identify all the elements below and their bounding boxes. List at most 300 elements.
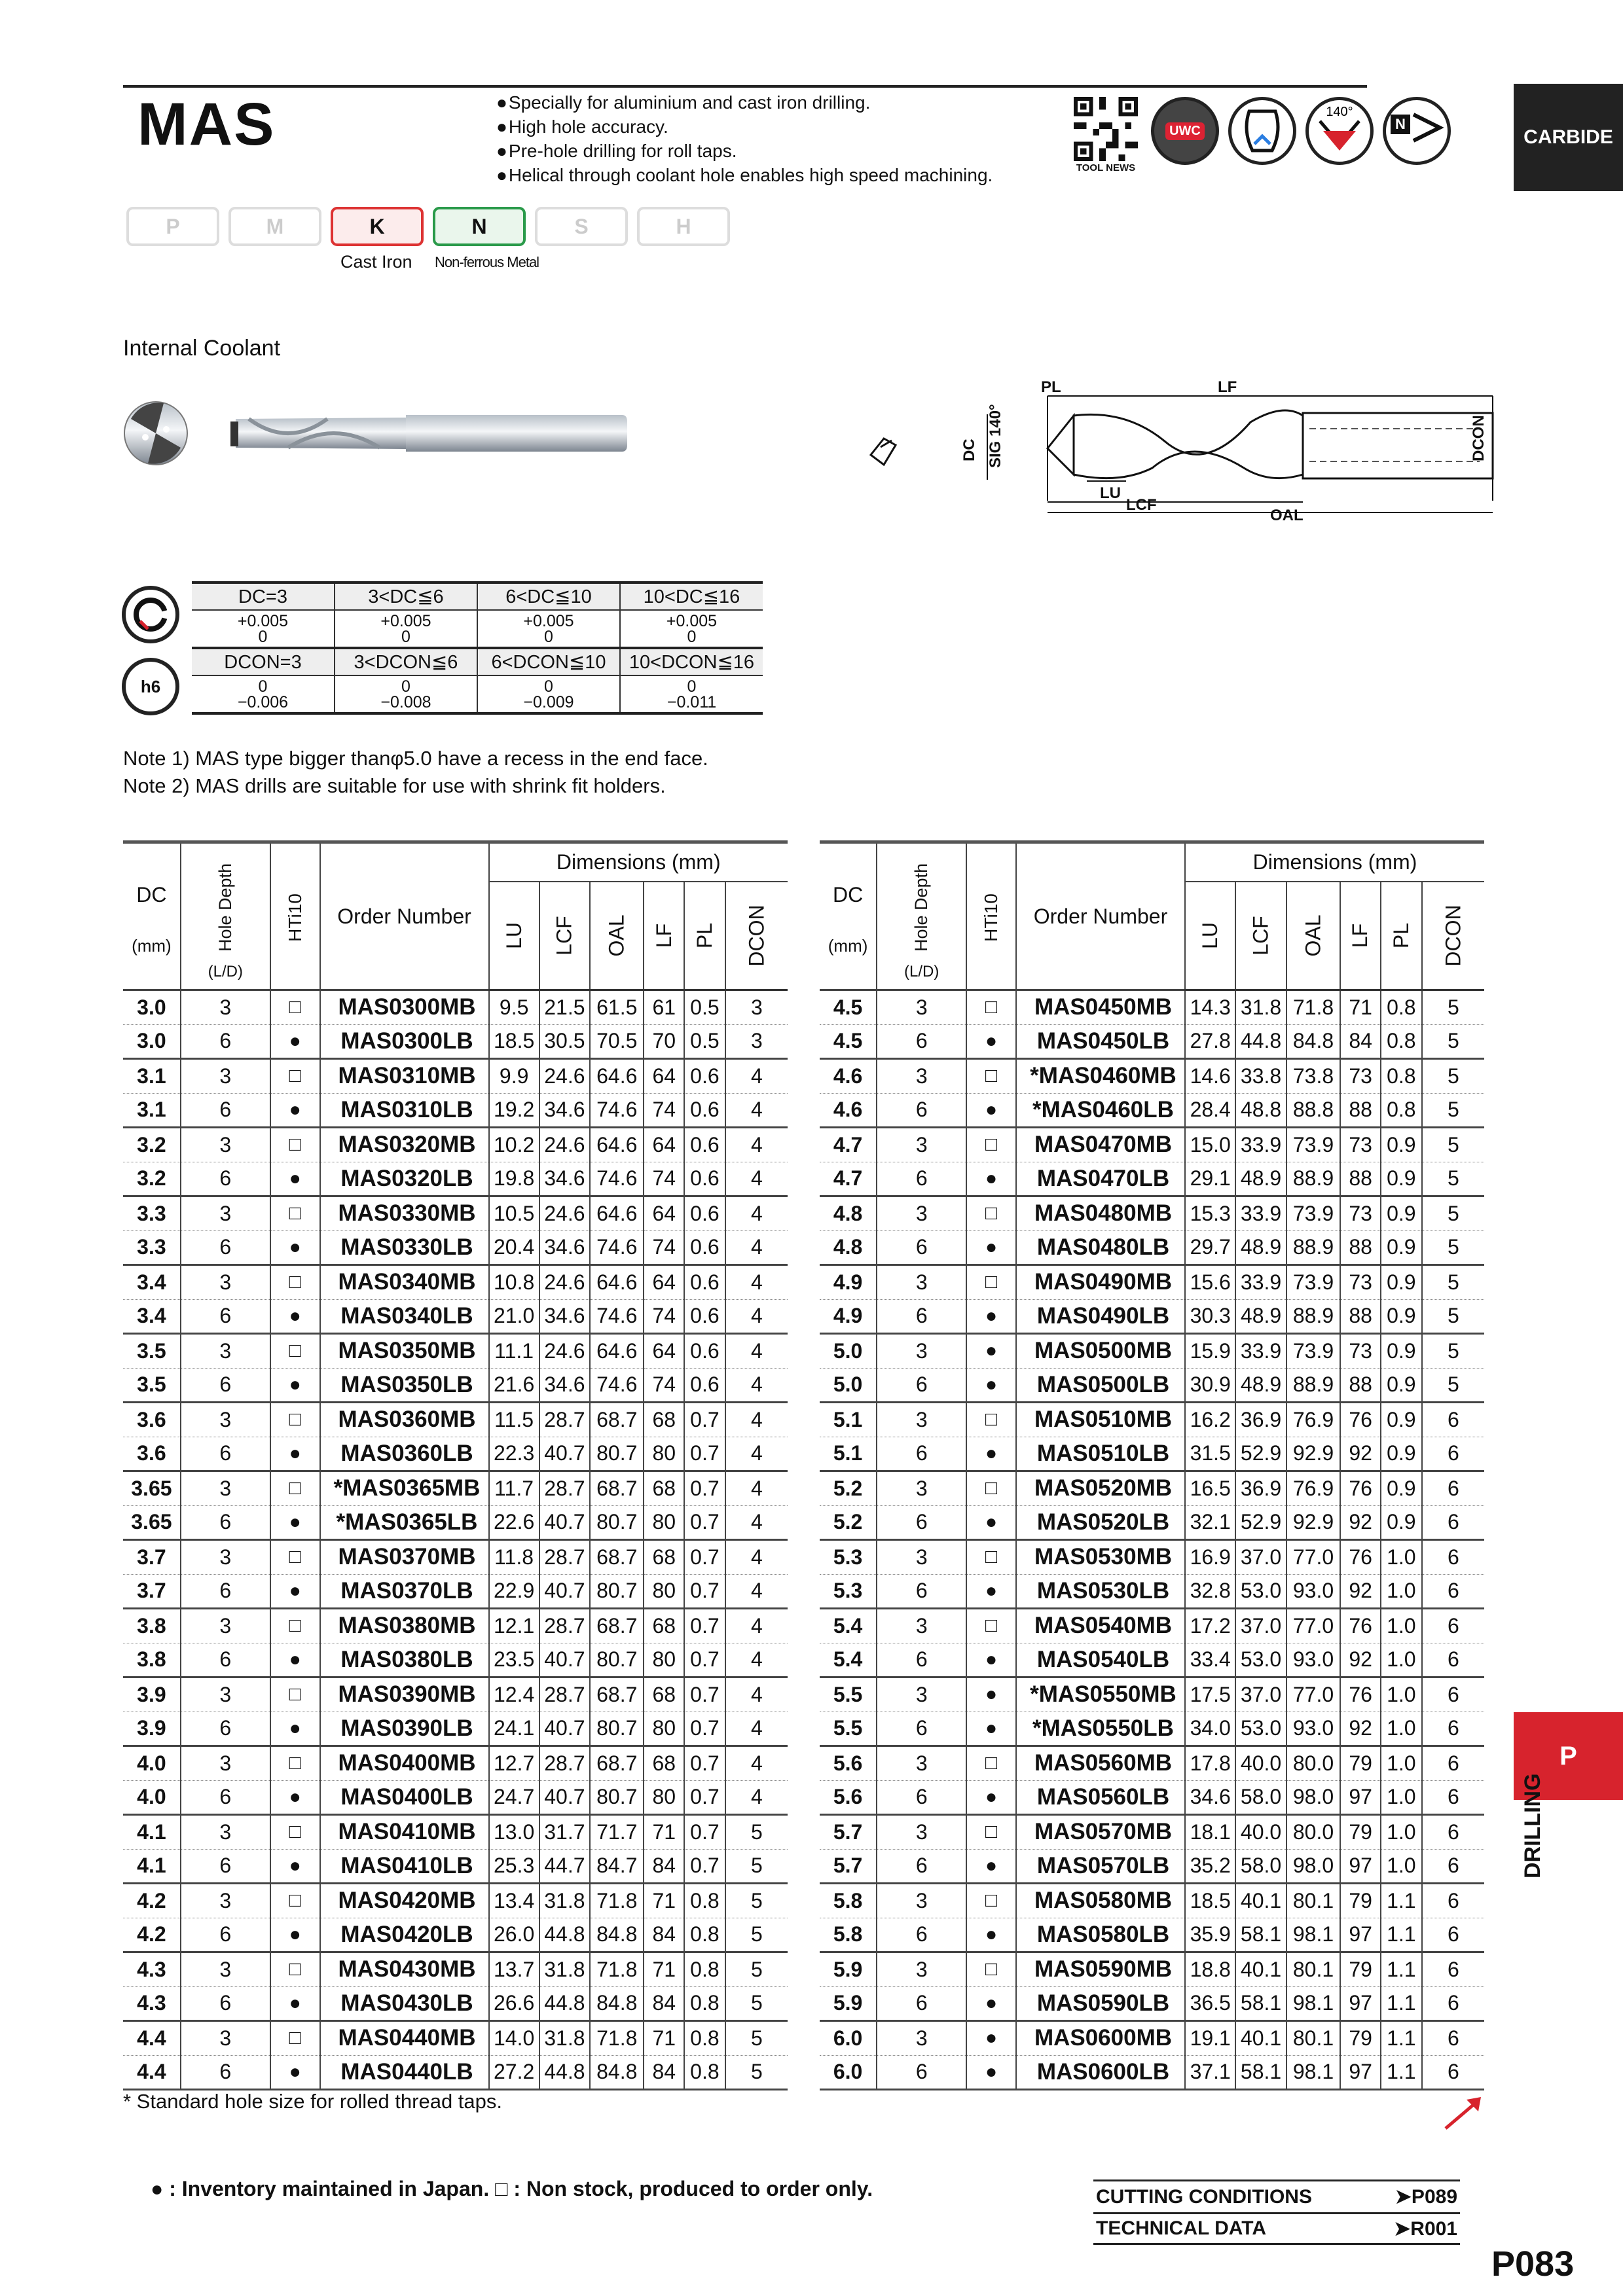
material-chip-n: N xyxy=(433,207,526,246)
cell-order-number[interactable]: MAS0560MB xyxy=(1016,1746,1185,1781)
cell-dim-lf: 71 xyxy=(1340,990,1381,1025)
cell-dim-lf: 71 xyxy=(644,1884,684,1918)
table-row[interactable] xyxy=(123,1986,788,2021)
col-dim-pl xyxy=(1381,882,1422,990)
cell-order-number[interactable]: MAS0520LB xyxy=(1016,1505,1185,1540)
cell-dim-dcon: 4 xyxy=(725,1403,788,1437)
tol-value xyxy=(477,610,620,648)
table-row[interactable] xyxy=(820,1780,1484,1815)
cell-dim-lcf: 48.9 xyxy=(1235,1368,1286,1403)
cell-order-number[interactable]: *MAS0550LB xyxy=(1016,1712,1185,1746)
cell-stock-mark: □ xyxy=(966,1128,1016,1162)
col-hole-unit: (L/D) xyxy=(208,963,243,980)
cell-hole-depth: 6 xyxy=(877,1986,966,2021)
cell-dc: 5.5 xyxy=(820,1712,877,1746)
cell-dc: 4.5 xyxy=(820,1024,877,1059)
table-row[interactable] xyxy=(820,1712,1484,1746)
table-row[interactable] xyxy=(123,1471,788,1506)
cell-dim-lf: 74 xyxy=(644,1093,684,1128)
table-row[interactable] xyxy=(123,1712,788,1746)
table-row[interactable] xyxy=(820,1196,1484,1231)
cell-order-number[interactable]: MAS0480LB xyxy=(1016,1230,1185,1265)
cell-dim-oal: 74.6 xyxy=(590,1299,644,1334)
cell-order-number[interactable]: *MAS0550MB xyxy=(1016,1677,1185,1712)
cell-order-number[interactable]: MAS0370MB xyxy=(320,1540,489,1575)
table-row[interactable] xyxy=(123,1643,788,1677)
table-row[interactable] xyxy=(123,1609,788,1643)
p-tab[interactable]: P xyxy=(1514,1712,1623,1800)
carbide-tab[interactable]: CARBIDE xyxy=(1514,84,1623,191)
cell-order-number[interactable]: MAS0390LB xyxy=(320,1712,489,1746)
product-table-right xyxy=(820,840,1484,2090)
cell-order-number[interactable]: MAS0320MB xyxy=(320,1128,489,1162)
cell-stock-mark: ● xyxy=(270,1918,320,1952)
col-hti10-label: HTi10 xyxy=(981,893,1002,942)
cell-dim-oal: 98.1 xyxy=(1286,1986,1341,2021)
table-row[interactable] xyxy=(123,1093,788,1128)
cell-dim-oal: 84.7 xyxy=(590,1849,644,1884)
cell-dc: 5.6 xyxy=(820,1746,877,1781)
cell-order-number[interactable]: MAS0350LB xyxy=(320,1368,489,1403)
cell-order-number[interactable]: MAS0540MB xyxy=(1016,1609,1185,1643)
cell-dim-lcf: 44.8 xyxy=(539,2055,590,2090)
cell-dim-lcf: 28.7 xyxy=(539,1540,590,1575)
cell-hole-depth: 3 xyxy=(877,1471,966,1506)
table-row[interactable] xyxy=(820,1059,1484,1094)
col-dim-lcf xyxy=(539,882,590,990)
drilling-tab-label[interactable]: DRILLING xyxy=(1520,1773,1545,1878)
cell-stock-mark: ● xyxy=(966,1643,1016,1677)
cell-dim-pl: 0.7 xyxy=(684,1712,725,1746)
cell-order-number[interactable]: MAS0530LB xyxy=(1016,1574,1185,1609)
cell-order-number[interactable]: *MAS0365MB xyxy=(320,1471,489,1506)
cell-order-number[interactable]: MAS0600LB xyxy=(1016,2055,1185,2090)
ref-label: CUTTING CONDITIONS xyxy=(1096,2185,1312,2208)
cell-dim-pl: 0.6 xyxy=(684,1059,725,1094)
cell-dc: 5.6 xyxy=(820,1780,877,1815)
table-row[interactable] xyxy=(123,1230,788,1265)
cell-dim-oal: 80.1 xyxy=(1286,2021,1341,2056)
cell-dim-lcf: 33.9 xyxy=(1235,1334,1286,1369)
table-row[interactable] xyxy=(820,1952,1484,1987)
cell-stock-mark: ● xyxy=(966,1986,1016,2021)
table-row[interactable] xyxy=(123,1059,788,1094)
table-row[interactable] xyxy=(820,2055,1484,2090)
cell-order-number[interactable]: MAS0580LB xyxy=(1016,1918,1185,1952)
col-dim-lu xyxy=(489,882,539,990)
cell-order-number[interactable]: MAS0410LB xyxy=(320,1849,489,1884)
cell-hole-depth: 6 xyxy=(181,1299,270,1334)
cell-order-number[interactable]: MAS0400MB xyxy=(320,1746,489,1781)
table-row[interactable] xyxy=(123,2021,788,2056)
cell-dim-pl: 0.6 xyxy=(684,1368,725,1403)
cell-hole-depth: 6 xyxy=(181,1368,270,1403)
cell-dc: 5.4 xyxy=(820,1643,877,1677)
table-row[interactable] xyxy=(820,2021,1484,2056)
cell-dim-lu: 32.1 xyxy=(1185,1505,1235,1540)
cell-dim-lf: 84 xyxy=(644,2055,684,2090)
table-row[interactable] xyxy=(123,1368,788,1403)
cell-dim-lcf: 31.8 xyxy=(539,1884,590,1918)
table-row[interactable] xyxy=(820,1128,1484,1162)
cell-dc: 5.9 xyxy=(820,1986,877,2021)
cell-stock-mark: □ xyxy=(966,1884,1016,1918)
col-dc-unit: (mm) xyxy=(132,936,172,956)
col-dc-label: DC xyxy=(136,883,167,906)
material-chip-k: K xyxy=(331,207,424,246)
cell-dc: 6.0 xyxy=(820,2021,877,2056)
cell-order-number[interactable]: MAS0470LB xyxy=(1016,1162,1185,1196)
cell-dim-lu: 19.8 xyxy=(489,1162,539,1196)
cell-dim-lf: 97 xyxy=(1340,1780,1381,1815)
table-row[interactable] xyxy=(820,990,1484,1025)
cell-order-number[interactable]: MAS0440LB xyxy=(320,2055,489,2090)
cell-order-number[interactable]: MAS0310MB xyxy=(320,1059,489,1094)
table-row[interactable] xyxy=(820,1986,1484,2021)
cell-stock-mark: ● xyxy=(270,1986,320,2021)
cell-dc: 3.2 xyxy=(123,1128,181,1162)
cell-hole-depth: 6 xyxy=(877,1505,966,1540)
cell-dim-lu: 33.4 xyxy=(1185,1643,1235,1677)
cell-dim-lu: 16.2 xyxy=(1185,1403,1235,1437)
col-order-number: Order Number xyxy=(320,842,489,990)
cell-dim-oal: 71.7 xyxy=(590,1815,644,1850)
cell-order-number[interactable]: MAS0580MB xyxy=(1016,1884,1185,1918)
cell-dim-lf: 76 xyxy=(1340,1540,1381,1575)
cell-hole-depth: 3 xyxy=(877,1952,966,1987)
feature-item: ● Helical through coolant hole enables high speed machining. xyxy=(496,163,993,187)
cell-order-number[interactable]: MAS0600MB xyxy=(1016,2021,1185,2056)
table-row[interactable] xyxy=(820,1609,1484,1643)
cell-stock-mark: ● xyxy=(270,1505,320,1540)
cell-order-number[interactable]: MAS0360LB xyxy=(320,1437,489,1471)
cell-order-number[interactable]: MAS0340MB xyxy=(320,1265,489,1300)
table-row[interactable] xyxy=(820,1918,1484,1952)
feature-item: ● Specially for aluminium and cast iron drilling. xyxy=(496,90,993,115)
ref-page[interactable]: ➤P089 xyxy=(1395,2186,1457,2208)
cell-dim-lu: 20.4 xyxy=(489,1230,539,1265)
ref-technical-data[interactable] xyxy=(1093,2212,1460,2245)
cell-stock-mark: □ xyxy=(270,1677,320,1712)
cell-dim-lf: 71 xyxy=(644,1815,684,1850)
cell-dim-lu: 18.8 xyxy=(1185,1952,1235,1987)
cell-dim-pl: 0.8 xyxy=(1381,1024,1422,1059)
cell-dim-oal: 84.8 xyxy=(590,2055,644,2090)
cell-order-number[interactable]: *MAS0365LB xyxy=(320,1505,489,1540)
cell-order-number[interactable]: MAS0510MB xyxy=(1016,1403,1185,1437)
tol-lower: 0 xyxy=(544,627,553,646)
cell-dim-pl: 1.0 xyxy=(1381,1746,1422,1781)
cell-order-number[interactable]: MAS0340LB xyxy=(320,1299,489,1334)
cell-hole-depth: 3 xyxy=(877,1815,966,1850)
cell-order-number[interactable]: MAS0390MB xyxy=(320,1677,489,1712)
table-row[interactable] xyxy=(820,1093,1484,1128)
cell-order-number[interactable]: MAS0510LB xyxy=(1016,1437,1185,1471)
ref-cutting-conditions[interactable] xyxy=(1093,2179,1460,2212)
cell-dim-lu: 16.9 xyxy=(1185,1540,1235,1575)
tol-upper: 0 xyxy=(401,677,410,696)
cell-dim-oal: 88.8 xyxy=(1286,1093,1341,1128)
table-row[interactable] xyxy=(123,1162,788,1196)
cell-dim-lf: 84 xyxy=(644,1986,684,2021)
cell-order-number[interactable]: MAS0470MB xyxy=(1016,1128,1185,1162)
table-row[interactable] xyxy=(820,1299,1484,1334)
cell-hole-depth: 3 xyxy=(181,1265,270,1300)
cell-order-number[interactable]: MAS0370LB xyxy=(320,1574,489,1609)
table-row[interactable] xyxy=(123,1677,788,1712)
cell-hole-depth: 6 xyxy=(877,1162,966,1196)
table-row[interactable] xyxy=(820,1540,1484,1575)
cell-order-number[interactable]: MAS0590LB xyxy=(1016,1986,1185,2021)
cell-order-number[interactable]: MAS0430MB xyxy=(320,1952,489,1987)
table-row[interactable] xyxy=(820,1403,1484,1437)
cell-dc: 4.1 xyxy=(123,1815,181,1850)
table-row[interactable] xyxy=(123,1574,788,1609)
cell-dim-oal: 98.0 xyxy=(1286,1849,1341,1884)
cell-order-number[interactable]: MAS0500LB xyxy=(1016,1368,1185,1403)
cell-dim-lu: 37.1 xyxy=(1185,2055,1235,2090)
cell-order-number[interactable]: MAS0420MB xyxy=(320,1884,489,1918)
cell-dim-lu: 22.9 xyxy=(489,1574,539,1609)
table-row[interactable] xyxy=(820,1265,1484,1300)
table-row[interactable] xyxy=(123,1403,788,1437)
cell-dim-dcon: 5 xyxy=(725,1952,788,1987)
table-row[interactable] xyxy=(123,1884,788,1918)
cell-stock-mark: □ xyxy=(966,1540,1016,1575)
cell-dim-lu: 12.4 xyxy=(489,1677,539,1712)
cell-stock-mark: □ xyxy=(966,1746,1016,1781)
cell-order-number[interactable]: MAS0490LB xyxy=(1016,1299,1185,1334)
table-row[interactable] xyxy=(123,1299,788,1334)
cell-dim-dcon: 4 xyxy=(725,1746,788,1781)
table-row[interactable] xyxy=(123,1540,788,1575)
cell-stock-mark: □ xyxy=(966,1403,1016,1437)
cell-order-number[interactable]: MAS0590MB xyxy=(1016,1952,1185,1987)
table-row[interactable] xyxy=(820,1024,1484,1059)
cell-order-number[interactable]: MAS0490MB xyxy=(1016,1265,1185,1300)
table-row[interactable] xyxy=(123,1437,788,1471)
cell-order-number[interactable]: MAS0540LB xyxy=(1016,1643,1185,1677)
col-dc xyxy=(820,842,877,990)
table-row[interactable] xyxy=(820,1849,1484,1884)
cell-hole-depth: 6 xyxy=(877,1024,966,1059)
cell-dim-lcf: 37.0 xyxy=(1235,1609,1286,1643)
cell-dim-pl: 0.6 xyxy=(684,1196,725,1231)
cell-stock-mark: ● xyxy=(966,1299,1016,1334)
cell-dim-oal: 84.8 xyxy=(590,1986,644,2021)
cell-order-number[interactable]: MAS0330LB xyxy=(320,1230,489,1265)
cell-order-number[interactable]: MAS0480MB xyxy=(1016,1196,1185,1231)
cell-dim-lf: 68 xyxy=(644,1471,684,1506)
cell-dim-lf: 92 xyxy=(1340,1574,1381,1609)
star-note: * Standard hole size for rolled thread taps. xyxy=(123,2090,503,2113)
cell-stock-mark: ● xyxy=(966,1505,1016,1540)
cell-dim-pl: 0.8 xyxy=(684,1918,725,1952)
cell-hole-depth: 3 xyxy=(181,2021,270,2056)
cell-dim-oal: 74.6 xyxy=(590,1162,644,1196)
cell-order-number[interactable]: MAS0520MB xyxy=(1016,1471,1185,1506)
cell-order-number[interactable]: MAS0450MB xyxy=(1016,990,1185,1025)
cell-hole-depth: 3 xyxy=(877,2021,966,2056)
cell-order-number[interactable]: MAS0570MB xyxy=(1016,1815,1185,1850)
cell-dim-lf: 88 xyxy=(1340,1162,1381,1196)
uwc-icon xyxy=(1151,97,1219,165)
ref-page[interactable]: ➤R001 xyxy=(1394,2217,1457,2240)
cell-order-number[interactable]: MAS0380LB xyxy=(320,1643,489,1677)
cell-dim-oal: 88.9 xyxy=(1286,1162,1341,1196)
cell-dim-dcon: 5 xyxy=(1422,1093,1484,1128)
table-row[interactable] xyxy=(123,990,788,1025)
cell-dim-lcf: 40.1 xyxy=(1235,1952,1286,1987)
cell-dim-dcon: 5 xyxy=(1422,1265,1484,1300)
cell-dim-lcf: 52.9 xyxy=(1235,1505,1286,1540)
cell-dim-dcon: 6 xyxy=(1422,1815,1484,1850)
cell-order-number[interactable]: MAS0450LB xyxy=(1016,1024,1185,1059)
cell-dim-dcon: 4 xyxy=(725,1196,788,1231)
cell-dim-pl: 0.9 xyxy=(1381,1334,1422,1369)
table-row[interactable] xyxy=(820,1815,1484,1850)
cell-order-number[interactable]: MAS0410MB xyxy=(320,1815,489,1850)
cell-order-number[interactable]: MAS0360MB xyxy=(320,1403,489,1437)
cell-dim-pl: 0.7 xyxy=(684,1677,725,1712)
non-ferrous-label: Non-ferrous Metal xyxy=(435,254,539,270)
cell-dim-pl: 1.1 xyxy=(1381,1918,1422,1952)
cell-dim-lf: 88 xyxy=(1340,1299,1381,1334)
cell-dim-lu: 10.5 xyxy=(489,1196,539,1231)
table-row[interactable] xyxy=(820,1505,1484,1540)
table-row[interactable] xyxy=(820,1643,1484,1677)
cell-dim-lcf: 44.8 xyxy=(539,1918,590,1952)
cell-dim-lu: 21.0 xyxy=(489,1299,539,1334)
table-row[interactable] xyxy=(820,1437,1484,1471)
cell-order-number[interactable]: MAS0380MB xyxy=(320,1609,489,1643)
table-row[interactable] xyxy=(123,1780,788,1815)
col-hole-depth-label: Hole Depth xyxy=(215,863,235,952)
cell-dim-dcon: 6 xyxy=(1422,1712,1484,1746)
cell-hole-depth: 3 xyxy=(181,1128,270,1162)
col-dim-label: LU xyxy=(501,922,526,949)
table-row[interactable] xyxy=(123,1196,788,1231)
table-row[interactable] xyxy=(123,1746,788,1781)
tol-lower: −0.006 xyxy=(237,692,289,711)
cell-dim-lu: 10.2 xyxy=(489,1128,539,1162)
cell-dim-oal: 93.0 xyxy=(1286,1574,1341,1609)
cell-dim-lcf: 53.0 xyxy=(1235,1643,1286,1677)
cell-dc: 4.3 xyxy=(123,1952,181,1987)
cell-order-number[interactable]: MAS0320LB xyxy=(320,1162,489,1196)
cell-dim-lu: 10.8 xyxy=(489,1265,539,1300)
cell-order-number[interactable]: MAS0420LB xyxy=(320,1918,489,1952)
cell-order-number[interactable]: MAS0560LB xyxy=(1016,1780,1185,1815)
table-row[interactable] xyxy=(820,1574,1484,1609)
cell-order-number[interactable]: MAS0350MB xyxy=(320,1334,489,1369)
table-row[interactable] xyxy=(820,1471,1484,1506)
cell-dc: 5.0 xyxy=(820,1368,877,1403)
col-dim-oal xyxy=(1286,882,1341,990)
cell-dim-dcon: 6 xyxy=(1422,1677,1484,1712)
cell-order-number[interactable]: MAS0330MB xyxy=(320,1196,489,1231)
material-chip-s: S xyxy=(535,207,628,246)
cell-dim-oal: 77.0 xyxy=(1286,1609,1341,1643)
feature-list xyxy=(496,90,993,187)
cell-stock-mark: ● xyxy=(270,1643,320,1677)
cell-order-number[interactable]: MAS0530MB xyxy=(1016,1540,1185,1575)
table-row[interactable] xyxy=(123,1128,788,1162)
col-dim-label: LF xyxy=(1348,923,1372,948)
table-row[interactable] xyxy=(123,2055,788,2090)
cell-order-number[interactable]: MAS0440MB xyxy=(320,2021,489,2056)
cell-dim-pl: 0.8 xyxy=(684,2055,725,2090)
cell-order-number[interactable]: MAS0300MB xyxy=(320,990,489,1025)
table-row[interactable] xyxy=(123,1918,788,1952)
table-row[interactable] xyxy=(820,1334,1484,1369)
cell-stock-mark: □ xyxy=(270,1265,320,1300)
drill-tolerance-icon xyxy=(122,586,179,643)
cell-dim-lcf: 34.6 xyxy=(539,1299,590,1334)
cell-dim-oal: 71.8 xyxy=(590,1952,644,1987)
table-row[interactable] xyxy=(820,1368,1484,1403)
cell-order-number[interactable]: MAS0310LB xyxy=(320,1093,489,1128)
tol-lower: 0 xyxy=(687,627,697,646)
cell-dim-lf: 79 xyxy=(1340,1815,1381,1850)
table-row[interactable] xyxy=(820,1677,1484,1712)
cell-stock-mark: ● xyxy=(270,2055,320,2090)
cell-dim-dcon: 5 xyxy=(1422,1162,1484,1196)
qr-block[interactable] xyxy=(1074,97,1142,173)
tol-upper: +0.005 xyxy=(237,611,289,630)
cell-order-number[interactable]: MAS0570LB xyxy=(1016,1849,1185,1884)
cell-dim-pl: 0.5 xyxy=(684,1024,725,1059)
qr-code-icon[interactable] xyxy=(1074,97,1138,161)
cell-order-number[interactable]: MAS0400LB xyxy=(320,1780,489,1815)
table-row[interactable] xyxy=(123,1334,788,1369)
cell-order-number[interactable]: *MAS0460MB xyxy=(1016,1059,1185,1094)
cell-dim-pl: 1.1 xyxy=(1381,2055,1422,2090)
coolant-hole-icon xyxy=(1228,97,1296,165)
table-row[interactable] xyxy=(820,1884,1484,1918)
cell-order-number[interactable]: MAS0300LB xyxy=(320,1024,489,1059)
table-row[interactable] xyxy=(820,1746,1484,1781)
cell-dim-lu: 34.6 xyxy=(1185,1780,1235,1815)
table-row[interactable] xyxy=(123,1265,788,1300)
table-row[interactable] xyxy=(123,1024,788,1059)
cell-dim-lf: 88 xyxy=(1340,1093,1381,1128)
cell-hole-depth: 6 xyxy=(181,1849,270,1884)
table-row[interactable] xyxy=(123,1952,788,1987)
cell-dim-dcon: 6 xyxy=(1422,1780,1484,1815)
cell-dim-lf: 74 xyxy=(644,1230,684,1265)
cell-stock-mark: □ xyxy=(966,1815,1016,1850)
table-row[interactable] xyxy=(123,1505,788,1540)
cell-dim-lf: 80 xyxy=(644,1505,684,1540)
tol-lower: 0 xyxy=(401,627,410,646)
cell-hole-depth: 3 xyxy=(181,1471,270,1506)
table-row[interactable] xyxy=(123,1815,788,1850)
cell-dim-dcon: 4 xyxy=(725,1643,788,1677)
cell-dim-oal: 92.9 xyxy=(1286,1437,1341,1471)
table-row[interactable] xyxy=(820,1162,1484,1196)
cell-hole-depth: 6 xyxy=(877,1368,966,1403)
table-row[interactable] xyxy=(123,1849,788,1884)
cell-order-number[interactable]: MAS0500MB xyxy=(1016,1334,1185,1369)
sig-label: SIG 140° xyxy=(987,404,1004,468)
cell-dim-pl: 0.8 xyxy=(1381,1059,1422,1094)
cell-order-number[interactable]: *MAS0460LB xyxy=(1016,1093,1185,1128)
cell-dim-pl: 0.7 xyxy=(684,1540,725,1575)
table-row[interactable] xyxy=(820,1230,1484,1265)
cell-dim-oal: 76.9 xyxy=(1286,1403,1341,1437)
cell-order-number[interactable]: MAS0430LB xyxy=(320,1986,489,2021)
